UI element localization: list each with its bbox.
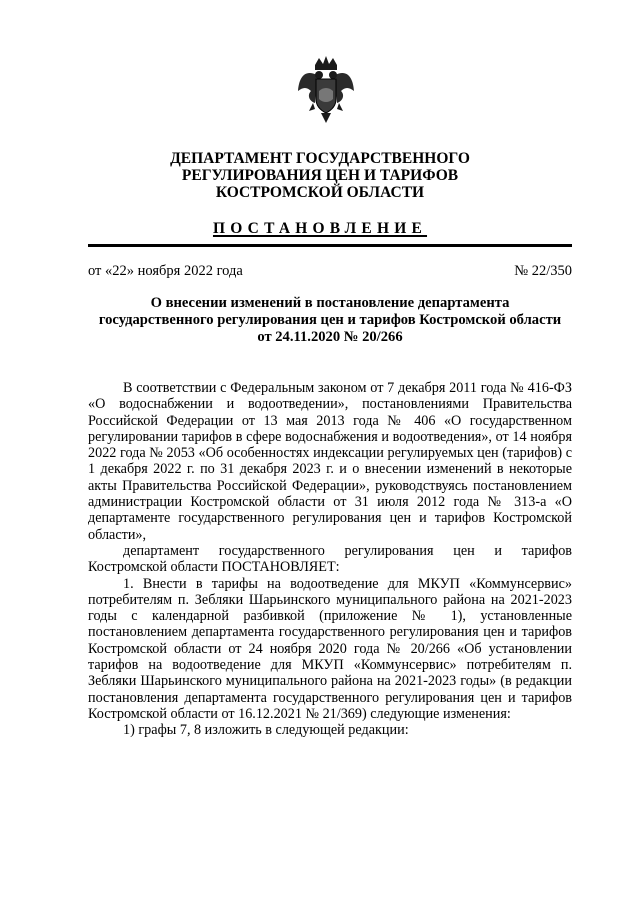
coat-of-arms-icon <box>297 55 355 125</box>
title-line-1: О внесении изменений в постановление департамента <box>150 295 510 311</box>
department-header <box>0 150 640 201</box>
document-title <box>80 295 580 346</box>
document-date: от «22» ноября 2022 года <box>88 263 243 279</box>
header-line-1: ДЕПАРТАМЕНТ ГОСУДАРСТВЕННОГО <box>170 150 470 167</box>
title-line-2: государственного регулирования цен и тарифов Костромской области <box>98 312 562 328</box>
document-type: ПОСТАНОВЛЕНИЕ <box>212 220 428 237</box>
title-line-3: от 24.11.2020 № 20/266 <box>257 329 403 345</box>
paragraph-item-1: 1. Внести в тарифы на водоотведение для МКУП «Коммунсервис» потребителям п. Зебляки Шарьинского муниципального района на 2021-2023 годы с календарной разбивкой (приложение № 1), установленные постановлением департамента государственного регулирования цен и тарифов Костромской области от 24 ноября 2020 года № 20/266 «Об установлении тарифов на водоотведение для МКУП «Коммунсервис» потребителям п. Зебляки Шарьинского муниципального района на 2021-2023 годы» (в редакции постановления департамента государственного регулирования цен и тарифов Костромской области от 16.12.2021 № 21/369) следующие изменения: <box>88 575 572 722</box>
paragraph-resolves: департамент государственного регулирования цен и тарифов Костромской области ПОСТАНОВЛЯЕТ: <box>88 542 572 576</box>
paragraph-preamble: В соответствии с Федеральным законом от 7 декабря 2011 года № 416-ФЗ «О водоснабжении и водоотведении», постановлениями Правительства Российской Федерации от 13 мая 2013 года № 406 «О государственном регулировании тарифов в сфере водоснабжения и водоотведения», от 14 ноября 2022 года № 2053 «Об особенностях индексации регулируемых цен (тарифов) с 1 декабря 2022 г. по 31 декабря 2023 г. и о внесении изменений в некоторые акты Правительства Российской Федерации», руководствуясь постановлением администрации Костромской области от 31 июля 2012 года № 313-а «О департаменте государственного регулирования цен и тарифов Костромской области», <box>88 380 572 543</box>
header-divider <box>88 244 572 247</box>
header-line-3: КОСТРОМСКОЙ ОБЛАСТИ <box>215 184 425 201</box>
header-line-2: РЕГУЛИРОВАНИЯ ЦЕН И ТАРИФОВ <box>181 167 459 184</box>
paragraph-subitem-1: 1) графы 7, 8 изложить в следующей редакции: <box>123 722 409 739</box>
document-body <box>88 380 572 739</box>
document-number: № 22/350 <box>514 263 572 279</box>
